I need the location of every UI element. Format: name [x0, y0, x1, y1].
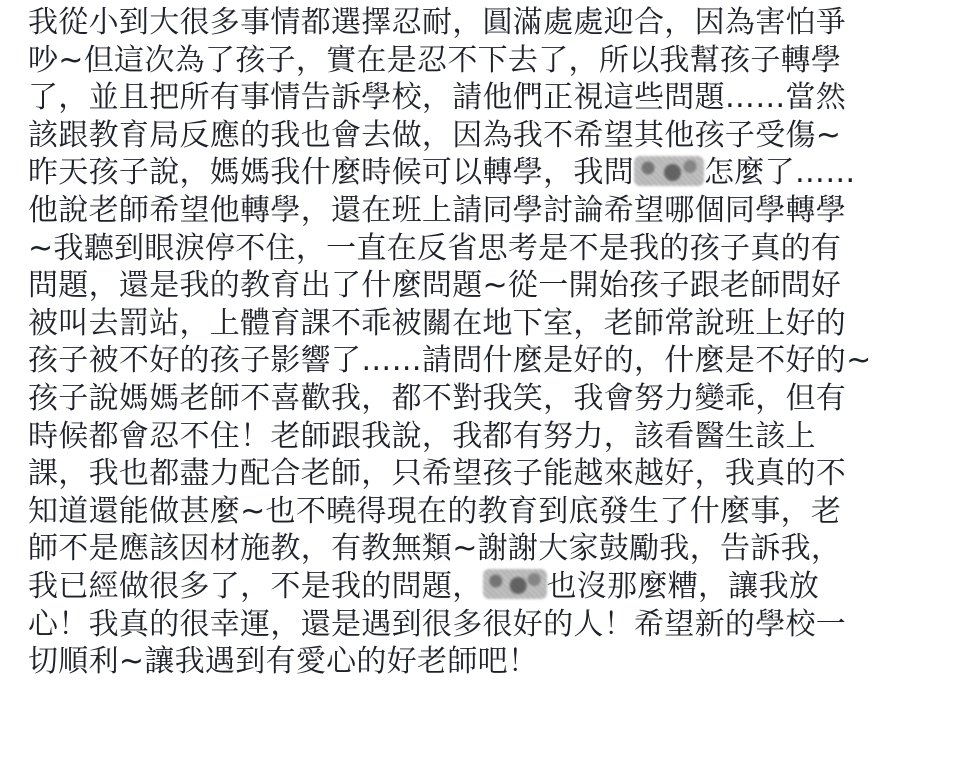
text-segment: 怎麼了…… — [704, 155, 856, 191]
text-line — [28, 154, 948, 192]
text-segment: 我已經做很多了，不是我的問題， — [28, 568, 483, 604]
text-line: 心！我真的很幸運，還是遇到很多很好的人！希望新的學校一 — [28, 606, 847, 642]
text-line: 知道還能做甚麼~也不曉得現在的教育到底發生了什麼事，老 — [28, 493, 842, 529]
text-line: 該跟教育局反應的我也會去做，因為我不希望其他孩子受傷~ — [28, 117, 842, 153]
text-line: 了，並且把所有事情告訴學校，請他們正視這些問題……當然 — [28, 80, 847, 116]
redacted-name-blur — [483, 569, 547, 599]
text-line: ~我聽到眼淚停不住，一直在反省思考是不是我的孩子真的有 — [28, 230, 842, 266]
text-segment: 也沒那麼糟，讓我放 — [546, 568, 820, 604]
text-line: 課，我也都盡力配合老師，只希望孩子能越來越好，我真的不 — [28, 456, 847, 492]
text-line: 孩子說媽媽老師不喜歡我，都不對我笑，我會努力變乖，但有 — [28, 380, 847, 416]
text-line — [28, 568, 948, 606]
text-line: 吵~但這次為了孩子，實在是忍不下去了，所以我幫孩子轉學 — [28, 42, 842, 78]
text-line: 我從小到大很多事情都選擇忍耐，圓滿處處迎合，因為害怕爭 — [28, 5, 847, 40]
redacted-name-blur — [634, 156, 704, 186]
text-line: 師不是應該因材施教，有教無類~謝謝大家鼓勵我，告訴我， — [28, 531, 842, 567]
text-line: 時候都會忍不住！老師跟我說，我都有努力，該看醫生該上 — [28, 418, 816, 454]
text-line: 孩子被不好的孩子影響了……請問什麼是好的，什麼是不好的~ — [28, 343, 872, 379]
text-line: 問題，還是我的教育出了什麼問題~從一開始孩子跟老師問好 — [28, 268, 842, 304]
text-line: 切順利~讓我遇到有愛心的好老師吧！ — [28, 644, 539, 680]
text-line: 被叫去罰站，上體育課不乖被關在地下室，老師常說班上好的 — [28, 305, 847, 341]
post-text — [28, 4, 948, 681]
text-line: 他說老師希望他轉學，還在班上請同學討論希望哪個同學轉學 — [28, 192, 847, 228]
text-segment: 昨天孩子說，媽媽我什麼時候可以轉學，我問 — [28, 155, 634, 191]
